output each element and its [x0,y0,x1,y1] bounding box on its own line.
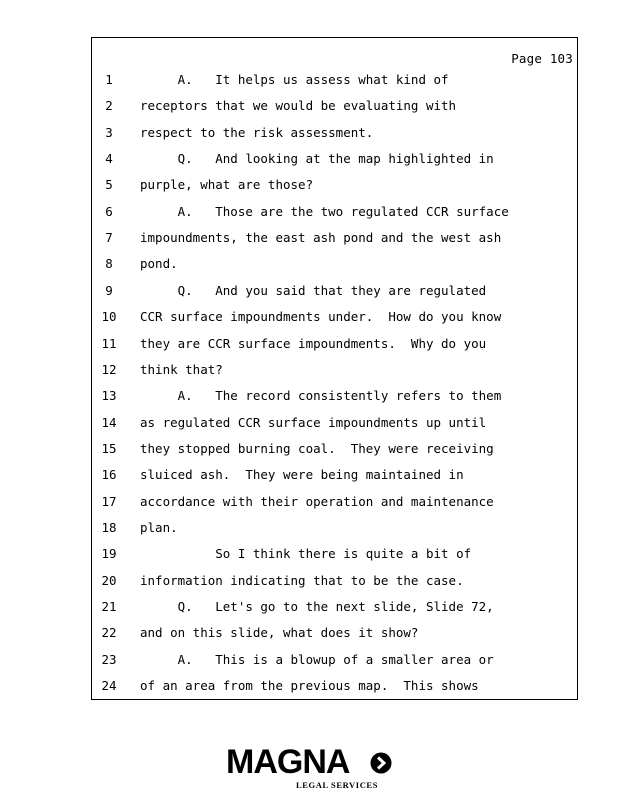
line-text: accordance with their operation and maintenance [140,493,494,509]
line-text: Q. And you said that they are regulated [140,282,487,298]
transcript-line [92,413,577,433]
line-number: 20 [101,572,117,588]
line-text: pond. [140,256,178,272]
line-number: 18 [101,519,117,535]
line-text: information indicating that to be the case. [140,572,464,588]
line-number: 24 [101,678,117,694]
line-text: A. It helps us assess what kind of [140,72,449,87]
line-number: 8 [105,256,113,272]
logo-wordmark: MAGNA [226,743,350,781]
transcript-line [92,307,577,327]
line-number: 2 [105,98,113,114]
transcript-line [92,544,577,564]
transcript-line [92,571,577,591]
line-text: of an area from the previous map. This shows [140,678,479,694]
transcript-line [92,386,577,406]
line-text: impoundments, the east ash pond and the west ash [140,230,502,246]
line-number: 4 [105,151,113,167]
transcript-line [92,623,577,643]
line-number: 6 [105,203,113,219]
transcript-line [92,439,577,459]
transcript-line [92,676,577,696]
line-text: plan. [140,519,178,535]
line-text: So I think there is quite a bit of [140,546,472,562]
transcript-line [92,123,577,143]
transcript-line [92,149,577,169]
line-text: purple, what are those? [140,177,314,193]
line-number: 21 [101,599,117,614]
line-number: 12 [101,361,117,377]
line-number: 10 [101,309,117,325]
transcript-line [92,650,577,670]
transcript-line [92,228,577,248]
line-text: A. The record consistently refers to them [140,388,502,404]
magna-logo [222,742,397,792]
line-text: A. This is a blowup of a smaller area or [140,651,494,667]
line-text: CCR surface impoundments under. How do you know [140,309,502,325]
line-number: 23 [101,651,117,667]
transcript-line [92,202,577,222]
transcript-line [92,334,577,354]
line-number: 11 [101,335,117,351]
page-number: Page 103 [511,51,573,66]
transcript-line [92,175,577,195]
line-text: they are CCR surface impoundments. Why do you [140,335,487,351]
line-text: respect to the risk assessment. [140,124,374,140]
line-number: 22 [101,625,117,641]
line-number: 1 [105,72,113,87]
transcript-line [92,70,577,90]
transcript-line [92,360,577,380]
transcript-line [92,492,577,512]
line-number: 19 [101,546,117,562]
chevron-right-circle-icon [370,752,392,774]
line-text: as regulated CCR surface impoundments up until [140,414,487,430]
line-text: and on this slide, what does it show? [140,625,419,641]
line-number: 15 [101,440,117,456]
transcript-line [92,518,577,538]
line-number: 9 [105,282,113,298]
line-number: 7 [105,230,113,246]
line-text: Q. Let's go to the next slide, Slide 72, [140,599,494,614]
line-text: they stopped burning coal. They were receiving [140,440,494,456]
line-number: 5 [105,177,113,193]
transcript-line [92,281,577,301]
transcript-line [92,465,577,485]
line-text: Q. And looking at the map highlighted in [140,151,494,167]
line-number: 17 [101,493,117,509]
transcript-line [92,254,577,274]
line-text: receptors that we would be evaluating with [140,98,457,114]
line-text: think that? [140,361,223,377]
transcript-page [91,37,578,700]
transcript-line [92,597,577,617]
line-text: sluiced ash. They were being maintained in [140,467,464,483]
line-number: 14 [101,414,117,430]
line-text: A. Those are the two regulated CCR surface [140,203,509,219]
line-number: 16 [101,467,117,483]
logo-subtitle: LEGAL SERVICES [296,780,379,790]
line-number: 13 [101,388,117,404]
line-number: 3 [105,124,113,140]
transcript-line [92,96,577,116]
